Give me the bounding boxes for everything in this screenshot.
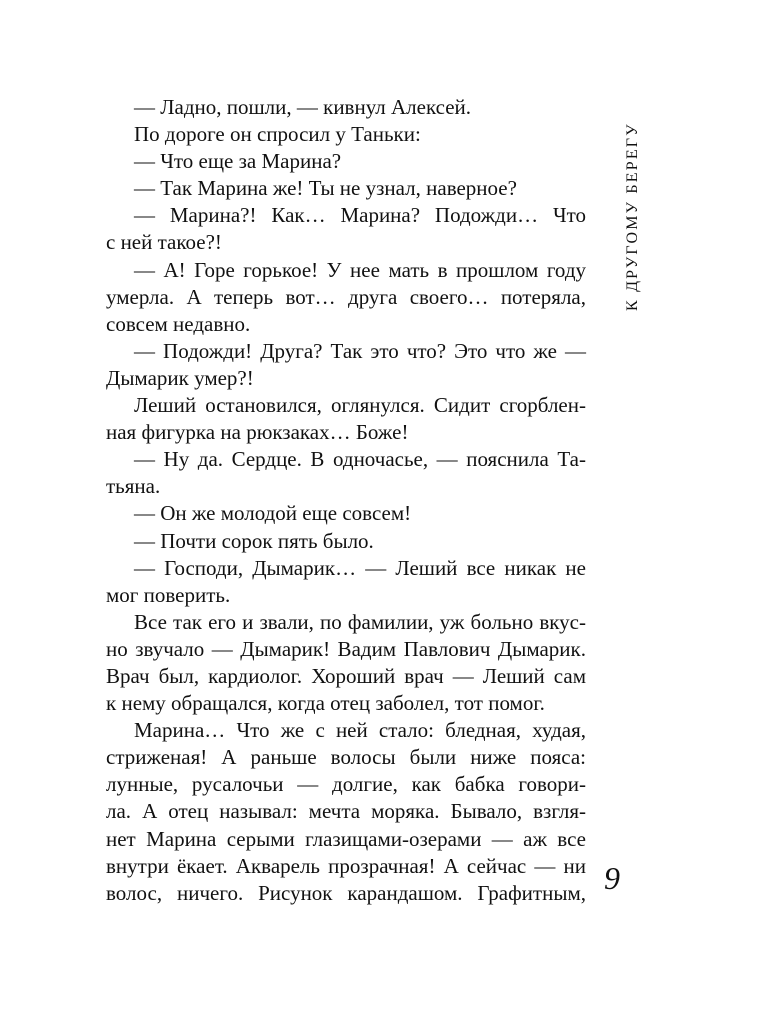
text-line: Марина… Что же с ней стало: бледная, худая, bbox=[134, 718, 586, 743]
text-line: Леший остановился, оглянулся. Сидит сгорблен- bbox=[134, 393, 586, 418]
text-line: но звучало — Дымарик! Вадим Павлович Дымарик. bbox=[106, 636, 586, 661]
text-line: с ней такое?! bbox=[106, 230, 222, 255]
text-line: Дымарик умер?! bbox=[106, 365, 254, 390]
text-line: лунные, русалочьи — долгие, как бабка говори- bbox=[106, 772, 586, 797]
text-line: — Так Марина же! Ты не узнал, наверное? bbox=[134, 176, 517, 201]
text-line: Все так его и звали, по фамилии, уж больно вкус- bbox=[134, 609, 586, 634]
text-line: внутри ёкает. Акварель прозрачная! А сейчас — ни bbox=[106, 853, 586, 878]
text-line: Врач был, кардиолог. Хороший врач — Леший сам bbox=[106, 663, 586, 688]
text-line: По дороге он спросил у Таньки: bbox=[134, 122, 421, 147]
text-line: волос, ничего. Рисунок карандашом. Графитным, bbox=[106, 880, 586, 905]
text-line: совсем недавно. bbox=[106, 311, 251, 336]
text-line: — Подожди! Друга? Так это что? Это что же — bbox=[134, 338, 586, 363]
text-line: ла. А отец называл: мечта моряка. Бывало, взгля- bbox=[106, 799, 586, 824]
text-line: — А! Горе горькое! У нее мать в прошлом году bbox=[134, 257, 586, 282]
text-line: стриженая! А раньше волосы были ниже пояса: bbox=[106, 745, 586, 770]
page-number: 9 bbox=[604, 860, 620, 896]
text-line: — Ну да. Сердце. В одночасье, — пояснила Та- bbox=[134, 447, 586, 472]
running-head: К ДРУГОМУ БЕРЕГУ bbox=[624, 122, 641, 311]
text-line: нет Марина серыми глазищами-озерами — аж все bbox=[106, 826, 586, 851]
text-line: мог поверить. bbox=[106, 582, 231, 607]
text-line: тьяна. bbox=[106, 474, 161, 499]
text-line: умерла. А теперь вот… друга своего… потеряла, bbox=[106, 284, 586, 309]
text-line: — Марина?! Как… Марина? Подожди… Что bbox=[134, 203, 586, 228]
text-line: — Почти сорок пять было. bbox=[134, 528, 374, 553]
text-line: ная фигурка на рюкзаках… Боже! bbox=[106, 420, 409, 445]
text-line: — Что еще за Марина? bbox=[134, 149, 342, 174]
body-text bbox=[106, 94, 586, 907]
text-line: к нему обращался, когда отец заболел, тот помог. bbox=[106, 691, 545, 716]
text-line: — Ладно, пошли, — кивнул Алексей. bbox=[134, 95, 472, 119]
text-line: — Господи, Дымарик… — Леший все никак не bbox=[134, 555, 586, 580]
text-line: — Он же молодой еще совсем! bbox=[134, 501, 412, 526]
